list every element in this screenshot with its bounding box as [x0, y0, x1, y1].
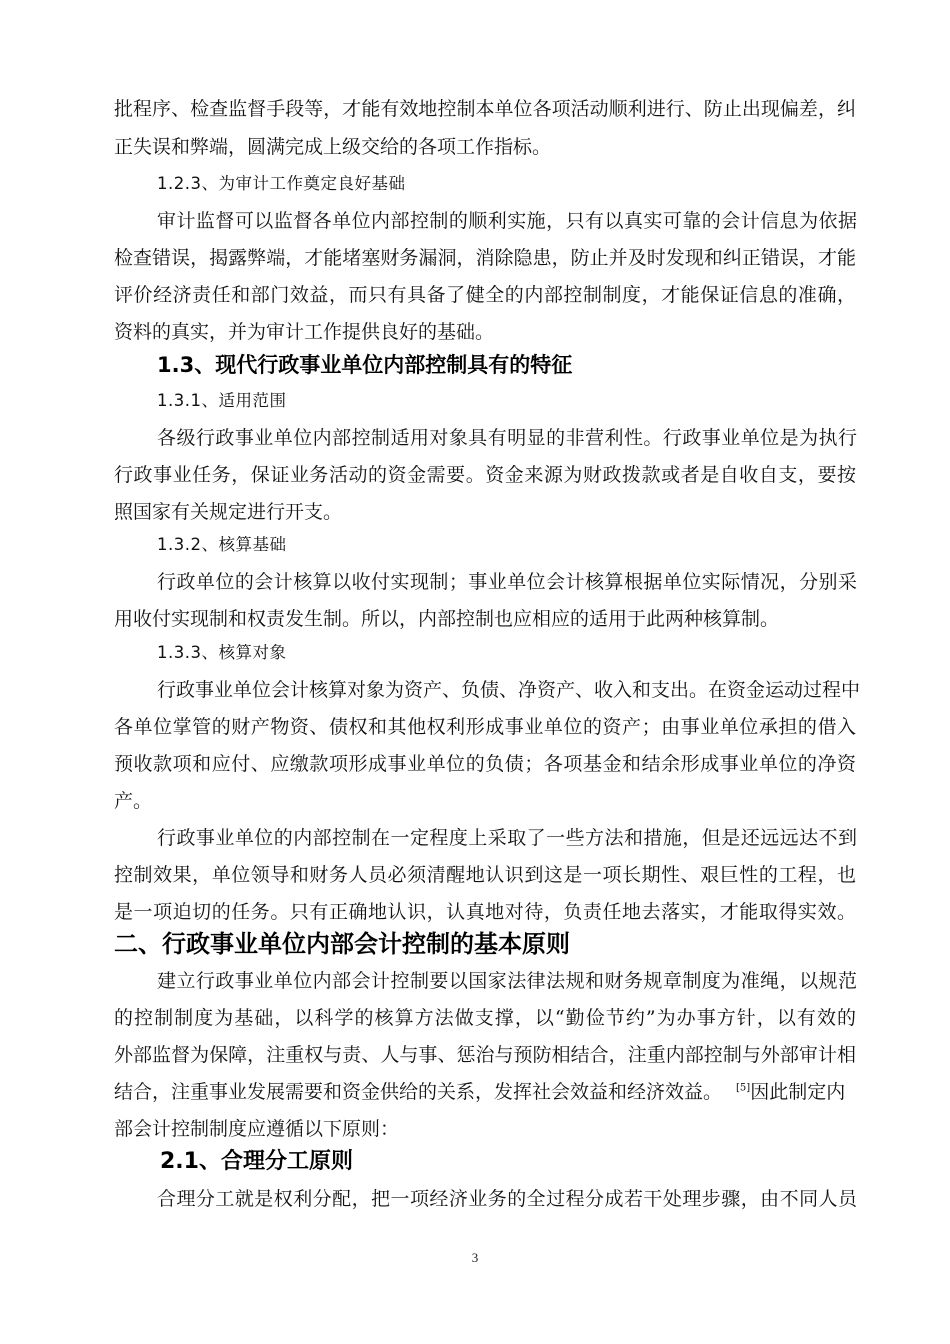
paragraph-line: 各级行政事业单位内部控制适用对象具有明显的非营利性。行政事业单位是为执行 — [157, 427, 857, 449]
paragraph-line: 行政单位的会计核算以收付实现制；事业单位会计核算根据单位实际情况，分别采 — [157, 571, 857, 593]
paragraph-line: 行政事业单位会计核算对象为资产、负债、净资产、收入和支出。在资金运动过程中 — [157, 679, 861, 701]
paragraph-line: 资料的真实，并为审计工作提供良好的基础。 — [114, 321, 495, 343]
paragraph-line: 审计监督可以监督各单位内部控制的顺利实施，只有以真实可靠的会计信息为依据 — [157, 210, 857, 232]
paragraph-line: 预收款项和应付、应缴款项形成事业单位的负债；各项基金和结余形成事业单位的净资 — [114, 753, 856, 775]
paragraph-line: 正失误和弊端，圆满完成上级交给的各项工作指标。 — [114, 136, 552, 158]
paragraph-line: 合理分工就是权利分配，把一项经济业务的全过程分成若干处理步骤，由不同人员 — [157, 1188, 857, 1210]
paragraph-line-with-citation — [114, 1079, 845, 1105]
paragraph-text: 因此制定内 — [750, 1081, 846, 1103]
section-heading-1-3-3: 1.3.3、核算对象 — [157, 643, 287, 662]
paragraph-line: 的控制制度为基础，以科学的核算方法做支撑，以“勤俭节约”为办事方针，以有效的 — [114, 1007, 856, 1029]
paragraph-line: 各单位掌管的财产物资、债权和其他权利形成事业单位的资产；由事业单位承担的借入 — [114, 716, 856, 738]
citation-marker: [5] — [736, 1082, 751, 1094]
section-heading-2-1: 2.1、合理分工原则 — [160, 1149, 353, 1174]
section-heading-1-3-1: 1.3.1、适用范围 — [157, 391, 287, 410]
paragraph-line: 控制效果，单位领导和财务人员必须清醒地认识到这是一项长期性、艰巨性的工程，也 — [114, 864, 856, 886]
paragraph-line: 行政事业任务，保证业务活动的资金需要。资金来源为财政拨款或者是自收自支，要按 — [114, 464, 856, 486]
paragraph-line: 外部监督为保障，注重权与责、人与事、惩治与预防相结合，注重内部控制与外部审计相 — [114, 1044, 856, 1066]
paragraph-line: 用收付实现制和权责发生制。所以，内部控制也应相应的适用于此两种核算制。 — [114, 608, 780, 630]
page-number: 3 — [471, 1250, 479, 1265]
paragraph-line: 评价经济责任和部门效益，而只有具备了健全的内部控制制度，才能保证信息的准确， — [114, 284, 856, 306]
paragraph-line: 照国家有关规定进行开支。 — [114, 501, 343, 523]
paragraph-line: 批程序、检查监督手段等，才能有效地控制本单位各项活动顺利进行、防止出现偏差，纠 — [114, 98, 856, 120]
paragraph-line: 是一项迫切的任务。只有正确地认识，认真地对待，负责任地去落实，才能取得实效。 — [114, 901, 856, 923]
paragraph-text: 结合，注重事业发展需要和资金供给的关系，发挥社会效益和经济效益。 — [114, 1081, 723, 1103]
paragraph-line: 检查错误，揭露弊端，才能堵塞财务漏洞，消除隐患，防止并及时发现和纠正错误，才能 — [114, 247, 856, 269]
section-heading-1-2-3: 1.2.3、为审计工作奠定良好基础 — [157, 174, 406, 193]
paragraph-line: 部会计控制制度应遵循以下原则： — [114, 1118, 400, 1140]
chapter-heading-2: 二、行政事业单位内部会计控制的基本原则 — [114, 930, 570, 958]
paragraph-line: 建立行政事业单位内部会计控制要以国家法律法规和财务规章制度为准绳，以规范 — [157, 970, 857, 992]
paragraph-line: 行政事业单位的内部控制在一定程度上采取了一些方法和措施，但是还远远达不到 — [157, 827, 857, 849]
section-heading-1-3: 1.3、现代行政事业单位内部控制具有的特征 — [157, 353, 573, 377]
section-heading-1-3-2: 1.3.2、核算基础 — [157, 535, 287, 554]
paragraph-line: 产。 — [114, 790, 153, 812]
